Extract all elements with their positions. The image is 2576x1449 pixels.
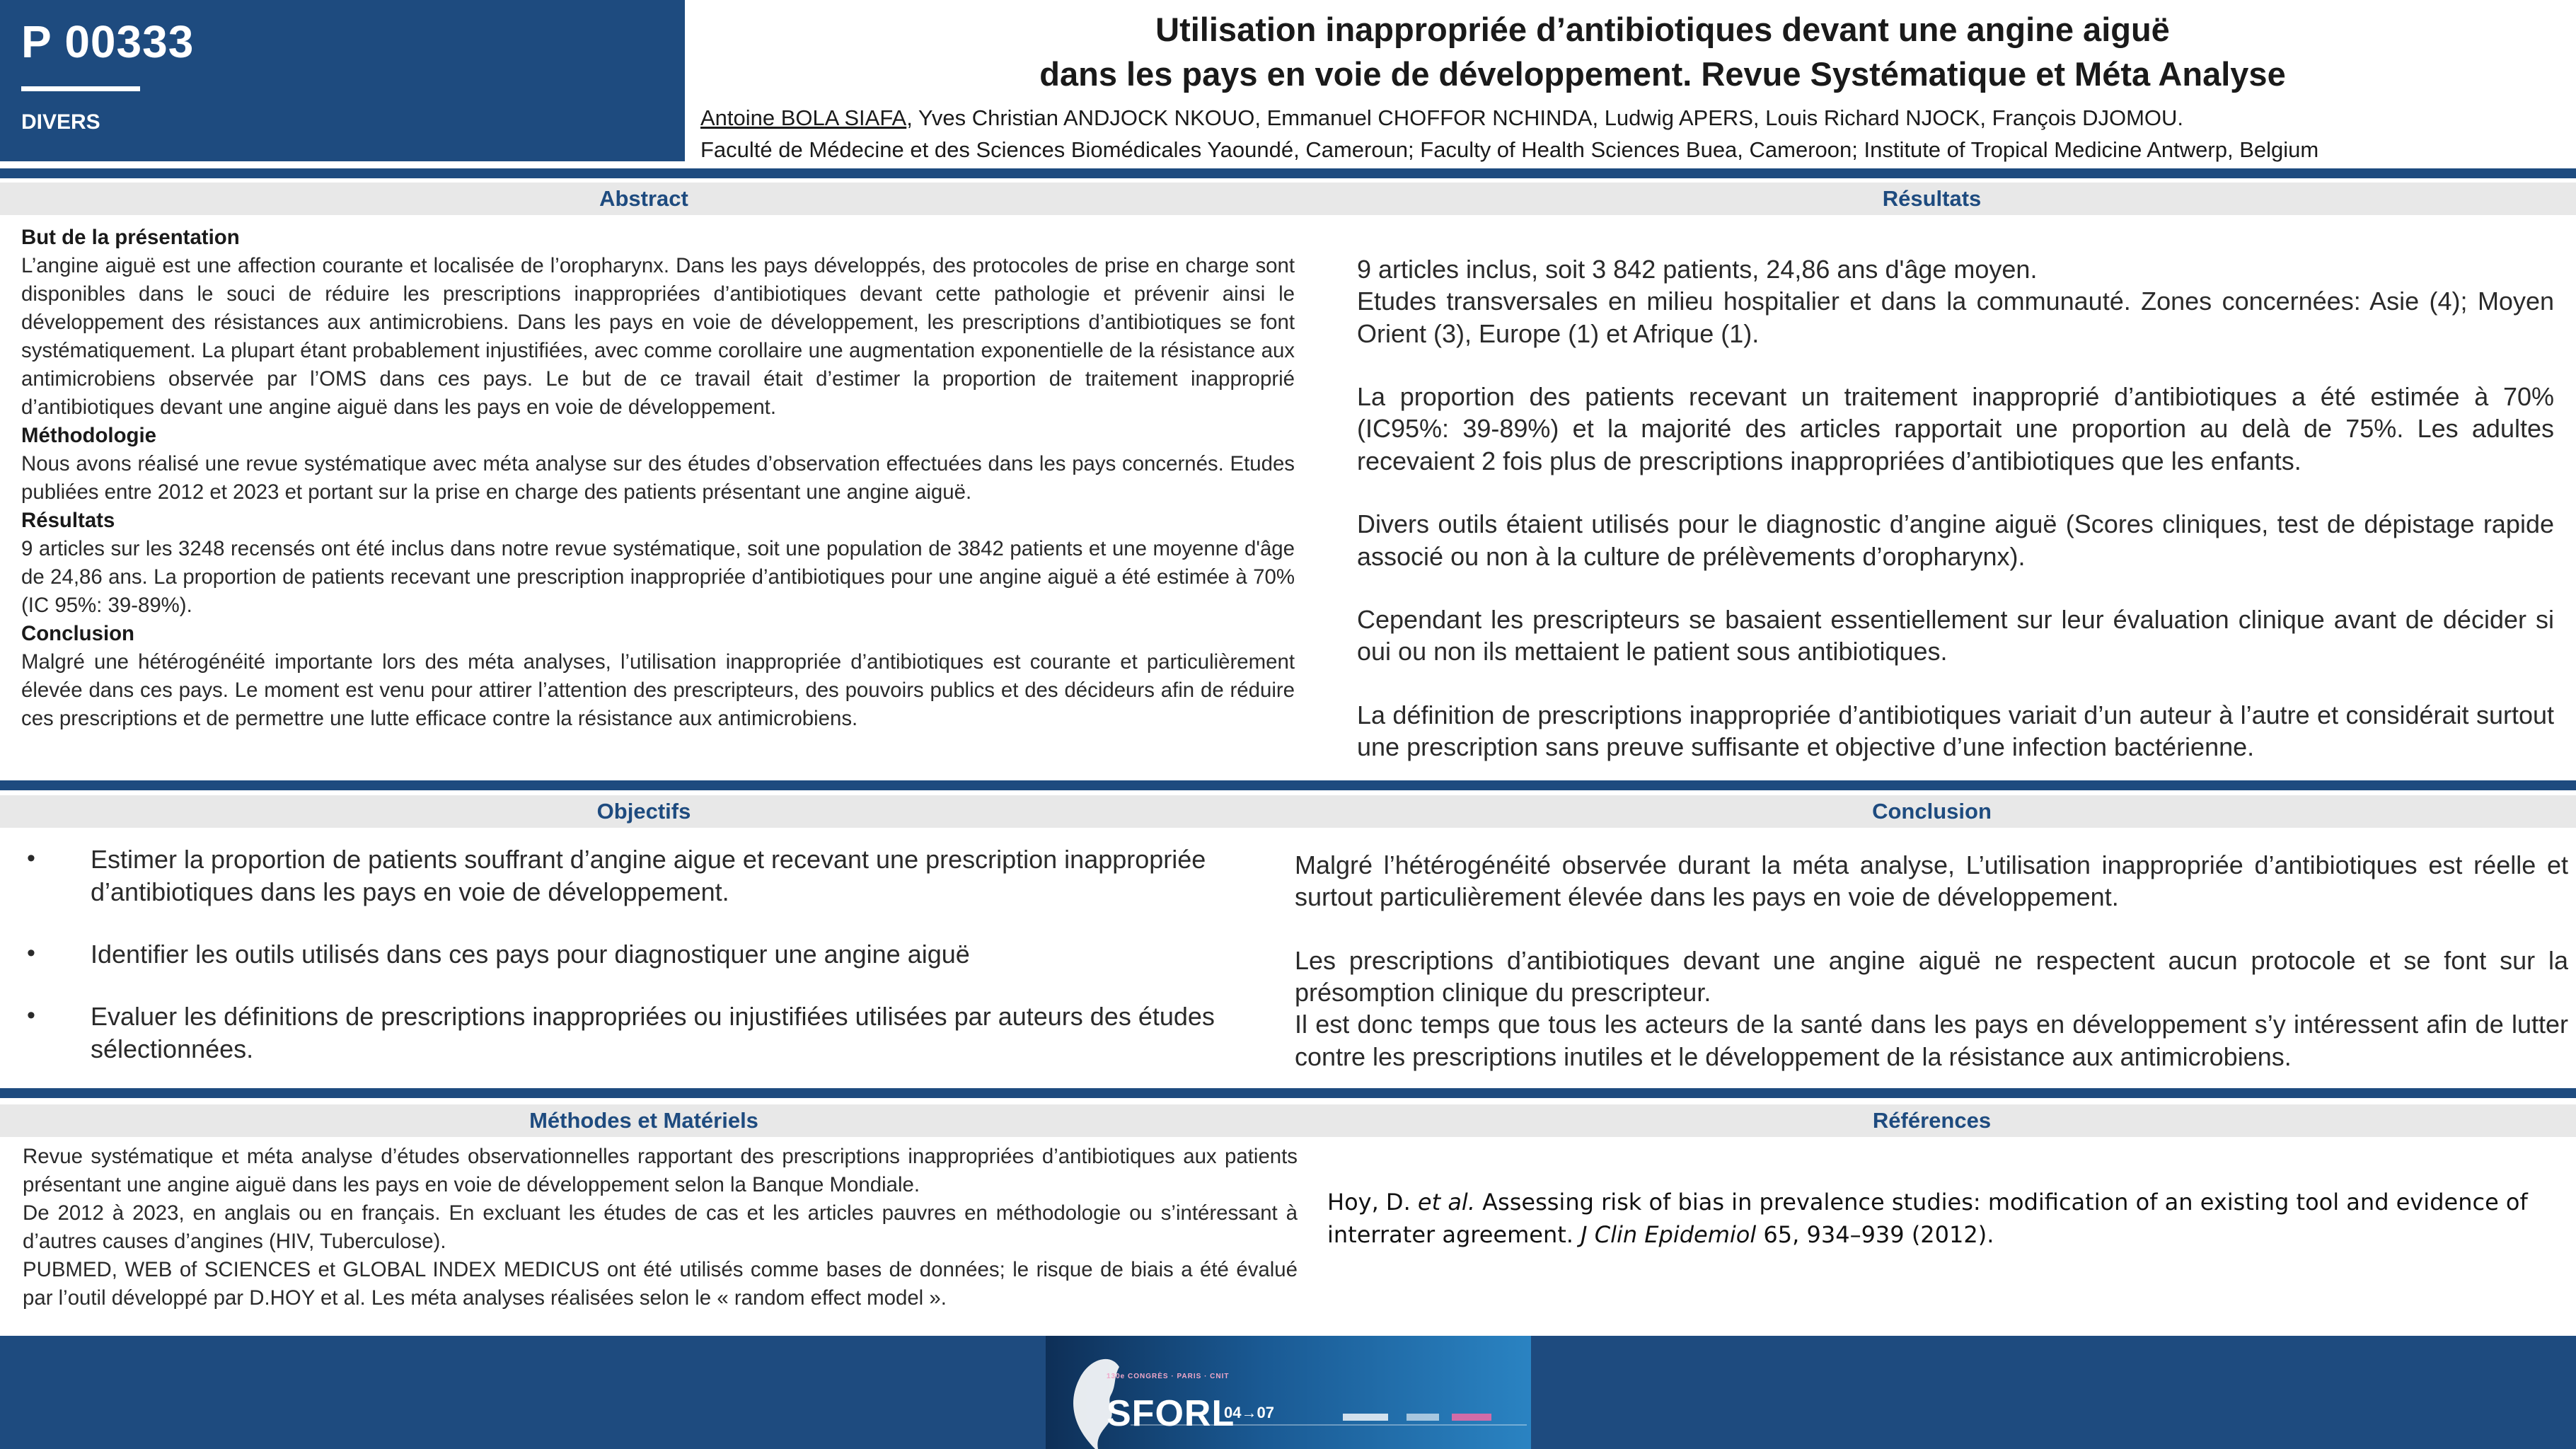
- affiliations: Faculté de Médecine et des Sciences Biomédicales Yaoundé, Cameroun; Faculty of Health Sciences Buea, Cameroon; Institute of Tropical Medicine Antwerp, Belgium: [700, 137, 2319, 162]
- divider-band: [0, 1088, 2576, 1098]
- other-authors: , Yves Christian ANDJOCK NKOUO, Emmanuel CHOFFOR NCHINDA, Ludwig APERS, Louis Richard NJOCK, François DJOMOU.: [906, 105, 2184, 130]
- resultats-p4: Cependant les prescripteurs se basaient essentiellement sur leur évaluation clinique avant de décider si oui ou non ils mettaient le patient sous antibiotiques.: [1357, 604, 2554, 666]
- abstract-heading: Abstract: [0, 183, 1288, 215]
- abstract-methodo-text: Nous avons réalisé une revue systématique avec méta analyse sur des études d’observation effectuées dans les pays concernés. Etudes publiées entre 2012 et 2023 et portant sur la prise en charge des patients présentant une angine aiguë.: [21, 451, 1295, 504]
- ref-author: Hoy, D.: [1327, 1189, 1418, 1216]
- objectif-item: • Estimer la proportion de patients souffrant d’angine aigue et recevant une prescription inappropriée d’antibiotiques dans les pays en voie de développement.: [25, 843, 1228, 908]
- conclusion-body: [1295, 849, 2568, 1073]
- abstract-but-title: But de la présentation: [21, 226, 240, 249]
- poster-category: DIVERS: [21, 110, 100, 134]
- methodes-body: Revue systématique et méta analyse d’études observationnelles rapportant des prescriptions inappropriées d’antibiotiques aux patients présentant une angine aiguë dans les pays en voie de développement selon la Banque Mondiale. De 2012 à 2023, en anglais ou en français. En excluant les études de cas et les articles pauvres en méthodologie ou s’intéressant à d’autres causes d’angines (HIV, Tuberculose). PUBMED, WEB of SCIENCES et GLOBAL INDEX MEDICUS ont été utilisés comme bases de données; le risque de biais a été évalué par l’outil développé par D.HOY et al. Les méta analyses réalisées selon le « random effect model ».: [23, 1145, 1298, 1310]
- logo-date: 04→07: [1224, 1404, 1274, 1421]
- ref-journal: J Clin Epidemiol: [1581, 1221, 1757, 1249]
- abstract-conclusion-title: Conclusion: [21, 621, 135, 645]
- resultats-p2: La proportion des patients recevant un traitement inapproprié d’antibiotiques a été estimée à 70% (IC95%: 39-89%) et la majorité des articles rapportait une proportion au delà de 75%. Les adultes recevaient 2 fois plus de prescriptions inappropriées d’antibiotiques que les enfants.: [1357, 382, 2554, 475]
- reference-entry: [1327, 1186, 2562, 1252]
- abstract-resultats-text: 9 articles sur les 3248 recensés ont été inclus dans notre revue systématique, soit une population de 3842 patients et une moyenne d'âge de 24,86 ans. La proportion de patients recevant une prescription inappropriée d’antibiotiques pour une angine aiguë a été estimée à 70% (IC 95%: 39-89%).: [21, 536, 1295, 617]
- sforl-logo: [1046, 1336, 1531, 1449]
- title-line-1: Utilisation inappropriée d’antibiotiques devant une angine aiguë: [1155, 11, 2170, 48]
- objectif-item: • Identifier les outils utilisés dans ces pays pour diagnostiquer une angine aiguë: [25, 938, 1228, 971]
- resultats-p5: La définition de prescriptions inappropriée d’antibiotiques variait d’un auteur à l’autre et considérait surtout une prescription sans preuve suffisante et objective d’une infection bactérienne.: [1357, 700, 2554, 761]
- title-line-2: dans les pays en voie de développement. Revue Systématique et Méta Analyse: [1039, 55, 2286, 93]
- logo-congress-label: 130e CONGRÈS · PARIS · CNIT: [1107, 1373, 1230, 1380]
- methodes-heading: Méthodes et Matériels: [0, 1104, 1288, 1137]
- resultats-body: [1357, 253, 2554, 763]
- ref-etal: et al.: [1417, 1189, 1475, 1216]
- resultats-p1: 9 articles inclus, soit 3 842 patients, 24,86 ans d'âge moyen. Etudes transversales en milieu hospitalier et dans la communauté. Zones concernées: Asie (4); Moyen Orient (3), Europe (1) et Afrique (1).: [1357, 255, 2554, 348]
- abstract-but-text: L’angine aiguë est une affection courante et localisée de l’oropharynx. Dans les pays développés, des protocoles de prise en charge sont disponibles dans le souci de réduire les prescriptions inappropriées d’antibiotiques devant cette pathologie et prévenir ainsi le développement des résistances aux antimicrobiens. Dans les pays en voie de développement, les prescriptions d’antibiotiques se font systématiquement. La plupart étant probablement injustifiées, avec comme corollaire une augmentation exponentielle de la résistance aux antimicrobiens observée par l’OMS dans ces pays. Le but de ce travail était d’estimer la proportion de traitement inapproprié d’antibiotiques devant une angine aiguë dans les pays en voie de développement.: [21, 253, 1295, 419]
- ref-title: Assessing risk of bias in prevalence studies: modification of an existing tool and evidence of interrater agreement.: [1327, 1189, 2528, 1249]
- poster-title: [700, 7, 2576, 97]
- divider-band: [0, 168, 2576, 178]
- divider-band: [0, 780, 2576, 790]
- abstract-body: [21, 224, 1295, 733]
- poster-id-box: [0, 0, 685, 161]
- poster-code: P 00333: [21, 16, 195, 67]
- author-list: [700, 103, 2318, 134]
- abstract-resultats-title: Résultats: [21, 508, 115, 532]
- ref-details: 65, 934–939 (2012).: [1756, 1221, 1994, 1249]
- objectifs-heading: Objectifs: [0, 795, 1288, 828]
- conclusion-p2: Les prescriptions d’antibiotiques devant une angine aiguë ne respectent aucun protocole et se font sur la présomption clinique du prescripteur. Il est donc temps que tous les acteurs de la santé dans les pays en développement s’y intéressent afin de lutter contre les prescriptions inutiles et le développement de la résistance aux antimicrobiens.: [1295, 945, 2568, 1071]
- objectif-item: • Evaluer les définitions de prescriptions inappropriées ou injustifiées utilisées par auteurs des études sélectionnées.: [25, 1000, 1228, 1066]
- first-author: Antoine BOLA SIAFA: [700, 105, 907, 130]
- abstract-conclusion-text: Malgré une hétérogénéité importante lors des méta analyses, l’utilisation inappropriée d’antibiotiques est courante et particulièrement élevée dans ces pays. Le moment est venu pour attirer l’attention des prescripteurs, des pouvoirs publics et des décideurs afin de réduire ces prescriptions et de permettre une lutte efficace contre la résistance aux antimicrobiens.: [21, 650, 1295, 730]
- code-underline: [21, 86, 140, 91]
- references-heading: Références: [1288, 1104, 2576, 1137]
- authors-block: [700, 103, 2318, 166]
- abstract-methodo-title: Méthodologie: [21, 423, 157, 447]
- conclusion-p1: Malgré l’hétérogénéité observée durant la méta analyse, L’utilisation inappropriée d’antibiotiques est réelle et surtout particulièrement élevée dans les pays en voie de développement.: [1295, 850, 2568, 912]
- resultats-heading: Résultats: [1288, 183, 2576, 215]
- logo-name: SFORL: [1107, 1393, 1235, 1434]
- objectifs-list: [25, 843, 1228, 1095]
- conclusion-heading: Conclusion: [1288, 795, 2576, 828]
- resultats-p3: Divers outils étaient utilisés pour le diagnostic d’angine aiguë (Scores cliniques, test de dépistage rapide associé ou non à la culture de prélèvements d’oropharynx).: [1357, 509, 2554, 571]
